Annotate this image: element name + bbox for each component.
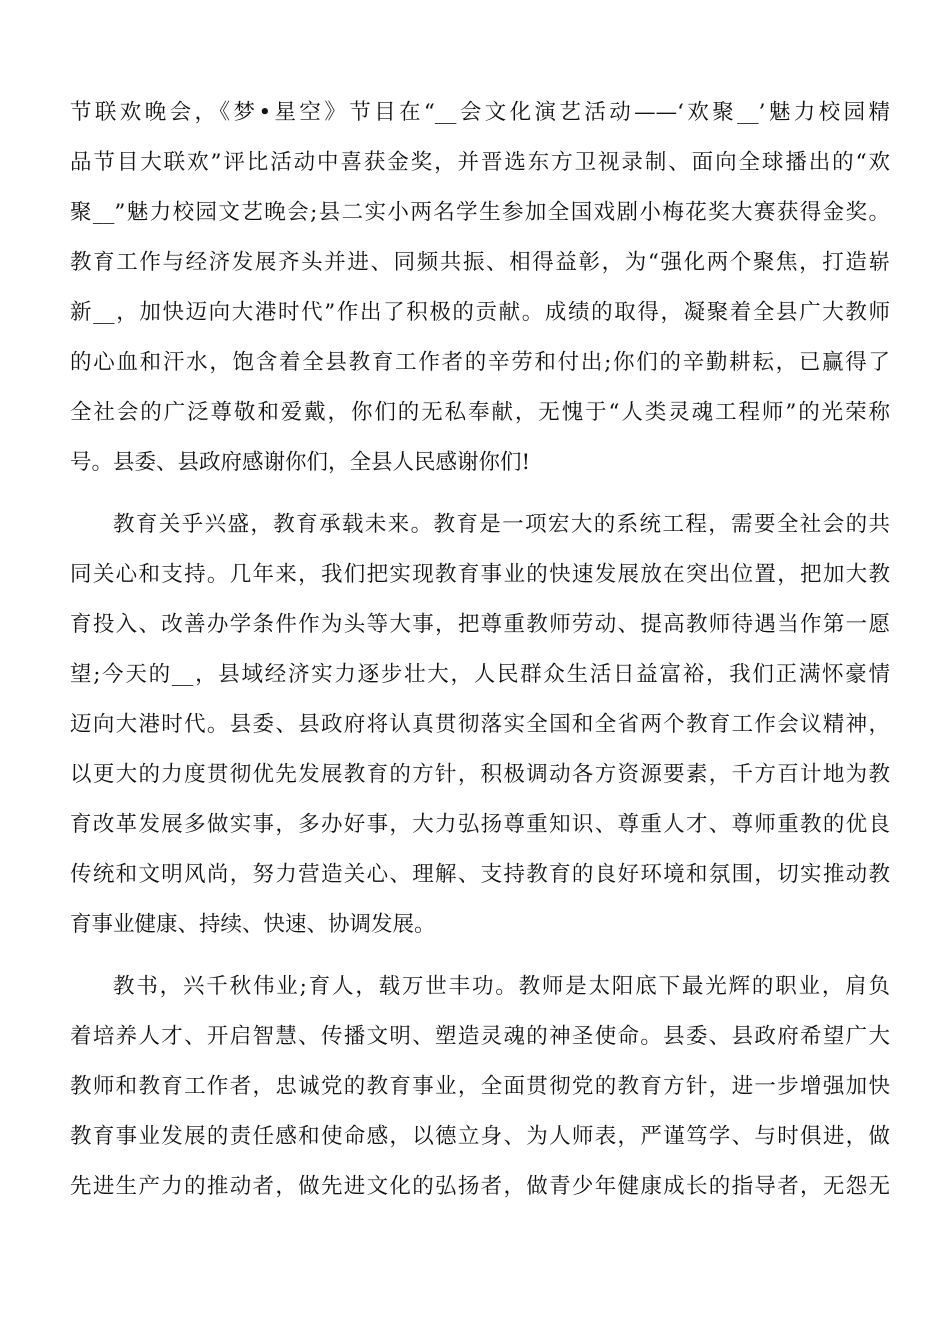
text-line: 全社会的广泛尊敬和爱戴，你们的无私奉献，无愧于“人类灵魂工程师”的光荣称 <box>70 400 890 425</box>
text-line: 品节目大联欢”评比活动中喜获金奖，并晋选东方卫视录制、面向全球播出的“欢 <box>70 150 890 175</box>
text-line: 新__，加快迈向大港时代”作出了积极的贡献。成绩的取得，凝聚着全县广大教师 <box>70 300 890 325</box>
text-line: 传统和文明风尚，努力营造关心、理解、支持教育的良好环境和氛围，切实推动教 <box>70 862 890 887</box>
text-line: 先进生产力的推动者，做先进文化的弘扬者，做青少年健康成长的指导者，无怨无 <box>70 1174 890 1199</box>
text-line: 号。县委、县政府感谢你们，全县人民感谢你们! <box>70 450 531 475</box>
text-line: 教师和教育工作者，忠诚党的教育事业，全面贯彻党的教育方针，进一步增强加快 <box>70 1074 890 1099</box>
text-line: 望;今天的__，县域经济实力逐步壮大，人民群众生活日益富裕，我们正满怀豪情 <box>70 662 890 687</box>
text-line: 教育关乎兴盛，教育承载未来。教育是一项宏大的系统工程，需要全社会的共 <box>113 512 890 537</box>
text-line: 迈向大港时代。县委、县政府将认真贯彻落实全国和全省两个教育工作会议精神， <box>70 712 890 737</box>
text-line: 育事业健康、持续、快速、协调发展。 <box>70 912 436 937</box>
text-line: 育投入、改善办学条件作为头等大事，把尊重教师劳动、提高教师待遇当作第一愿 <box>70 612 890 637</box>
text-line: 同关心和支持。几年来，我们把实现教育事业的快速发展放在突出位置，把加大教 <box>70 562 890 587</box>
text-line: 的心血和汗水，饱含着全县教育工作者的辛劳和付出;你们的辛勤耕耘，已赢得了 <box>70 350 890 375</box>
text-line: 聚__”魅力校园文艺晚会;县二实小两名学生参加全国戏剧小梅花奖大赛获得金奖。 <box>70 200 890 225</box>
text-line: 节联欢晚会，《梦•星空》节目在“__会文化演艺活动——‘欢聚__’魅力校园精 <box>70 100 890 125</box>
text-line: 教育事业发展的责任感和使命感，以德立身、为人师表，严谨笃学、与时俱进，做 <box>70 1124 890 1149</box>
paragraph-3 <box>70 962 890 1212</box>
text-line: 以更大的力度贯彻优先发展教育的方针，积极调动各方资源要素，千方百计地为教 <box>70 762 890 787</box>
paragraph-spacer <box>70 950 890 962</box>
text-line: 教书，兴千秋伟业;育人，载万世丰功。教师是太阳底下最光辉的职业，肩负 <box>113 974 890 999</box>
body-text <box>70 88 890 1212</box>
text-line: 着培养人才、开启智慧、传播文明、塑造灵魂的神圣使命。县委、县政府希望广大 <box>70 1024 890 1049</box>
paragraph-2 <box>70 500 890 950</box>
text-line: 育改革发展多做实事，多办好事，大力弘扬尊重知识、尊重人才、尊师重教的优良 <box>70 812 890 837</box>
paragraph-spacer <box>70 488 890 500</box>
paragraph-1 <box>70 88 890 488</box>
text-line: 教育工作与经济发展齐头并进、同频共振、相得益彰，为“强化两个聚焦，打造崭 <box>70 250 890 275</box>
